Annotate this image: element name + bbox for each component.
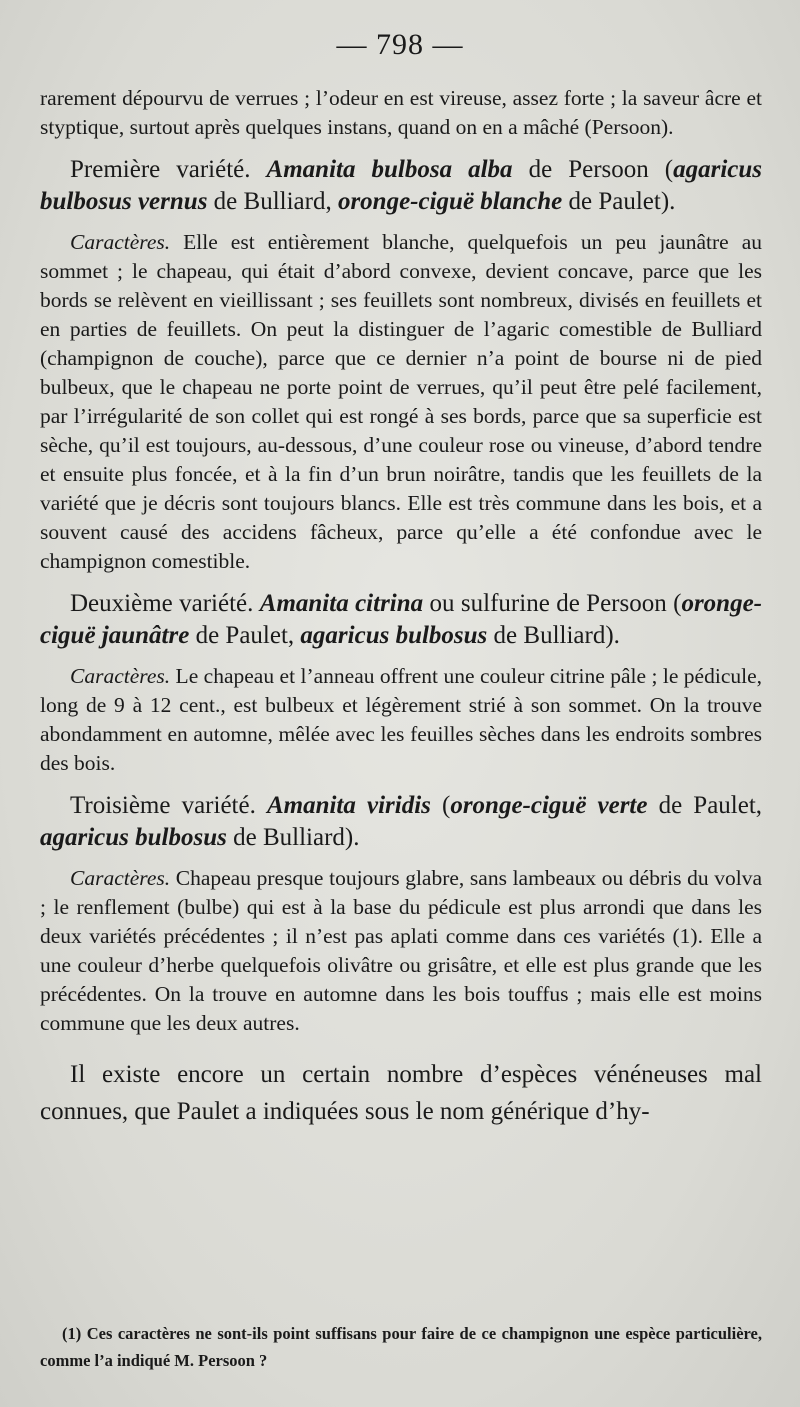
synonym: oronge-ciguë jaunâtre [40,590,763,649]
heading-text: de Bulliard, [207,188,338,215]
heading-text: de Bulliard). [226,824,360,851]
synonym: agaricus bulbosus vernus [40,156,762,215]
species-name: Amanita bulbosa alba [266,156,513,183]
species-name: Amanita viridis [266,792,431,819]
heading-text: de Persoon ( [512,156,674,183]
heading-text: de Paulet, [189,622,301,649]
variety-description [40,662,762,778]
synonym: agaricus bulbosus [40,824,227,851]
variety-lead: Première variété. [70,156,251,183]
footnote: (1) Ces caractères ne sont-ils point suffisans pour faire de ce champignon une espèce particulière, comme l’a indiqué M. Persoon ? [40,1324,762,1370]
heading-text: de Bulliard). [487,622,620,649]
heading-text: de Paulet). [562,188,676,215]
description-text: Chapeau presque toujours glabre, sans lambeaux ou débris du volva ; le renflement (bulbe) qui est à la base du pédicule est plus arrondi que dans les deux variétés précédentes ; il n’est pas aplati comme dans ces variétés (1). Elle a une couleur d’herbe quelquefois olivâtre ou grisâtre, et elle est plus grande que les précédentes. On la trouve en automne dans les bois touffus ; mais elle est moins commune que les deux autres. [40,866,762,1035]
synonym: agaricus bulbosus [300,622,488,649]
species-name: Amanita citrina [259,590,424,617]
variety-description [40,864,762,1038]
heading-text: ( [430,792,451,819]
variety-heading [40,154,762,218]
intro-paragraph: rarement dépourvu de verrues ; l’odeur en est vireuse, assez forte ; la saveur âcre et styptique, surtout après quelques instans, quand on en a mâché (Persoon). [40,86,762,139]
variety-lead: Deuxième variété. [70,590,254,617]
variety-heading [40,588,762,652]
characters-label: Caractères. [70,866,171,890]
variety-description [40,228,762,576]
variety-lead: Troisième variété. [70,792,256,819]
heading-text: ou sulfurine de Persoon ( [423,590,682,617]
characters-label: Caractères. [70,230,171,254]
description-text: Le chapeau et l’anneau offrent une couleur citrine pâle ; le pédicule, long de 9 à 12 cent., est bulbeux et légèrement strié à son sommet. On la trouve abondamment en automne, mêlée avec les feuilles sèches dans les endroits sombres des bois. [40,664,762,775]
page-body [40,84,762,1130]
synonym: oronge-ciguë blanche [337,188,563,215]
variety-heading [40,790,762,854]
synonym: oronge-ciguë verte [450,792,648,819]
description-text: Elle est entièrement blanche, quelquefois un peu jaunâtre au sommet ; le chapeau, qui était d’abord convexe, devient concave, parce que les bords se relèvent en vieillissant ; ses feuillets sont nombreux, divisés en feuillets et en parties de feuillets. On peut la distinguer de l’agaric comestible de Bulliard (champignon de couche), parce que ce dernier n’a point de bourse ni de pied bulbeux, que le chapeau ne porte point de verrues, qu’il peut être pelé facilement, par l’irrégularité de son collet qui est rongé à ses bords, parce que sa superficie est sèche, qu’il est toujours, au-dessous, d’une couleur rose ou vineuse, d’abord tendre et ensuite plus foncée, et à la fin d’un brun noirâtre, tandis que les feuillets de la variété que je décris sont toujours blancs. Elle est très commune dans les bois, et a souvent causé des accidens fâcheux, parce qu’elle a été confondue avec le champignon comestible. [40,230,762,573]
page-number: — 798 — [336,28,464,61]
closing-paragraph: Il existe encore un certain nombre d’espèces vénéneuses mal connues, que Paulet a indiquées sous le nom générique d’hy- [40,1061,762,1125]
characters-label: Caractères. [70,664,171,688]
heading-text: de Paulet, [647,792,763,819]
